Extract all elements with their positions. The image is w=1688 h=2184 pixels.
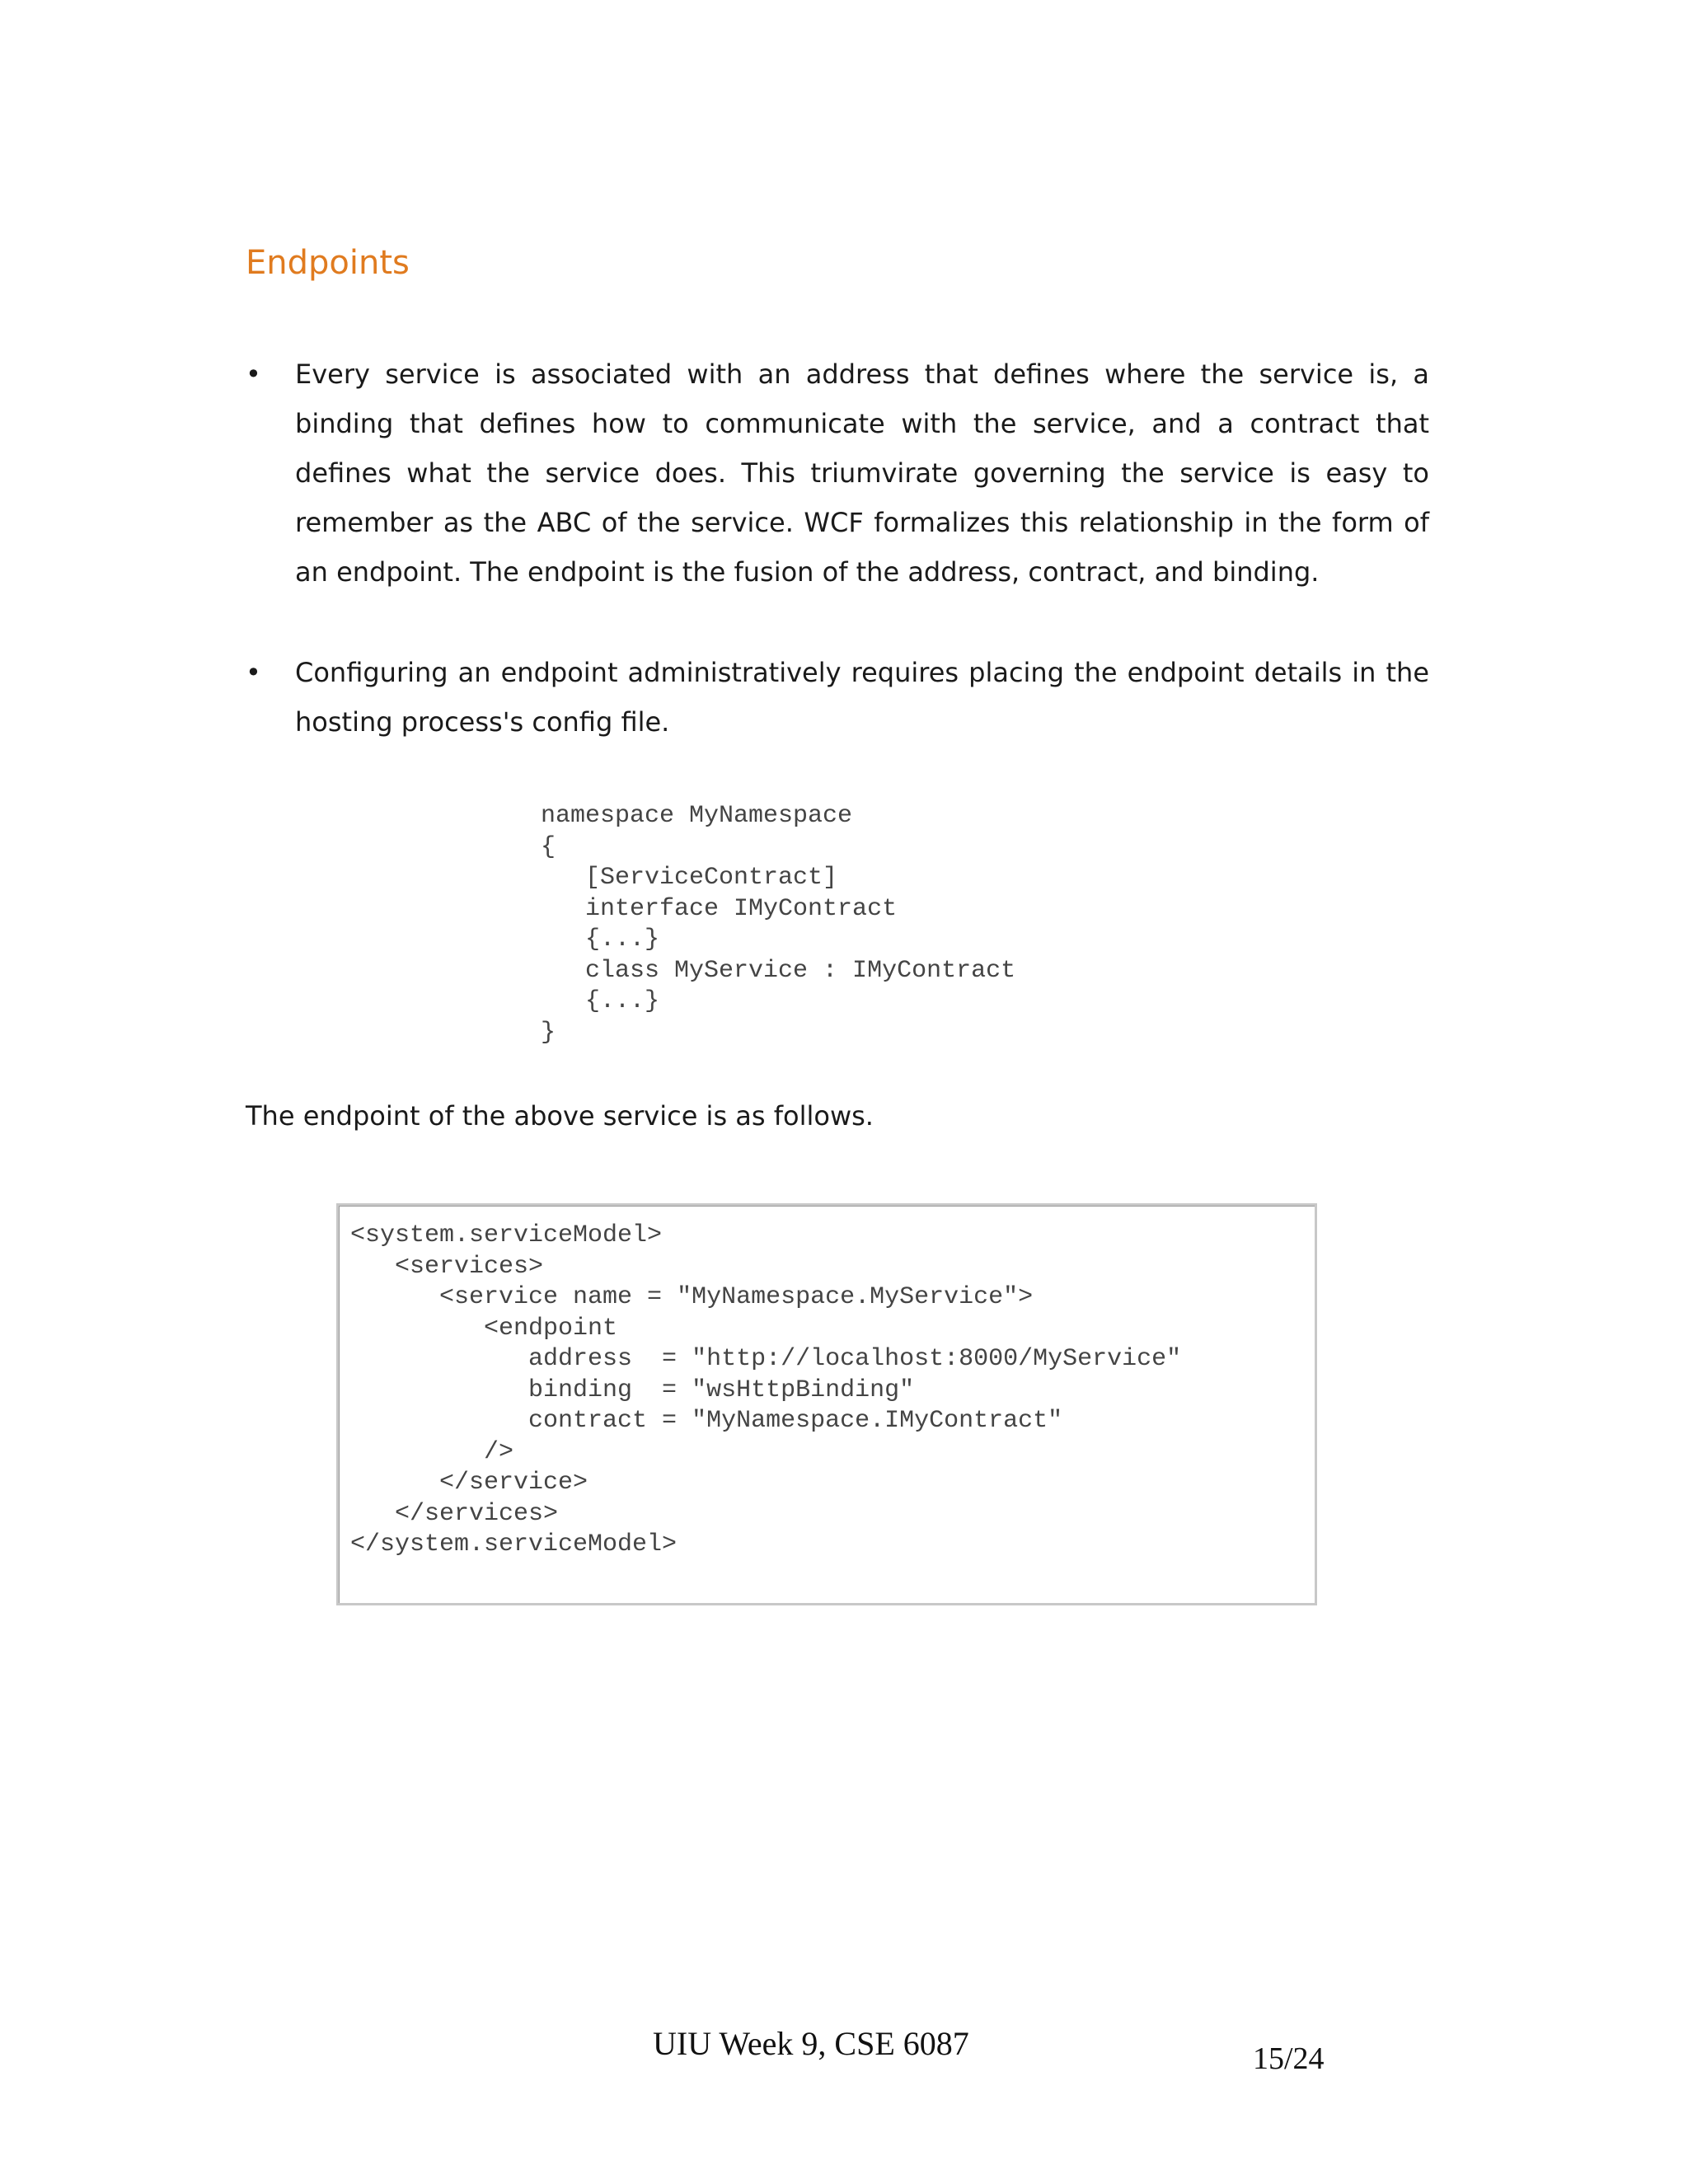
section-heading: Endpoints [246, 244, 410, 282]
bullet-symbol: • [246, 359, 261, 390]
code-sample-namespace: namespace MyNamespace { [ServiceContract] interface IMyContract {...} class MyService : IMyContract {...} } [541, 802, 1016, 1047]
config-code-box [336, 1203, 1317, 1605]
bullet-symbol: • [246, 657, 261, 688]
body-paragraph: The endpoint of the above service is as follows. [246, 1100, 874, 1132]
code-sample-config: <system.serviceModel> <services> <service name = "MyNamespace.MyService"> <endpoint address = "http://localhost:8000/MyService" binding = "wsHttpBinding" contract = "MyNamespace.IMyContract" /> </service> </services> </system.serviceModel> [350, 1221, 1182, 1558]
bullet-item [246, 648, 1429, 747]
bullet-text: Configuring an endpoint administratively requires placing the endpoint details in the hosting process's config file. [295, 657, 1429, 738]
bullet-text: Every service is associated with an address that defines where the service is, a binding that defines how to communicate with the service, and a contract that defines what the service does. This triumvirate governing the service is easy to remember as the ABC of the service. WCF formalizes this relationship in the form of an endpoint. The endpoint is the fusion of the address, contract, and binding. [295, 359, 1429, 588]
page-number: 15/24 [1253, 2041, 1325, 2076]
bullet-item [246, 349, 1429, 597]
page-footer: UIU Week 9, CSE 6087 [653, 2025, 969, 2062]
